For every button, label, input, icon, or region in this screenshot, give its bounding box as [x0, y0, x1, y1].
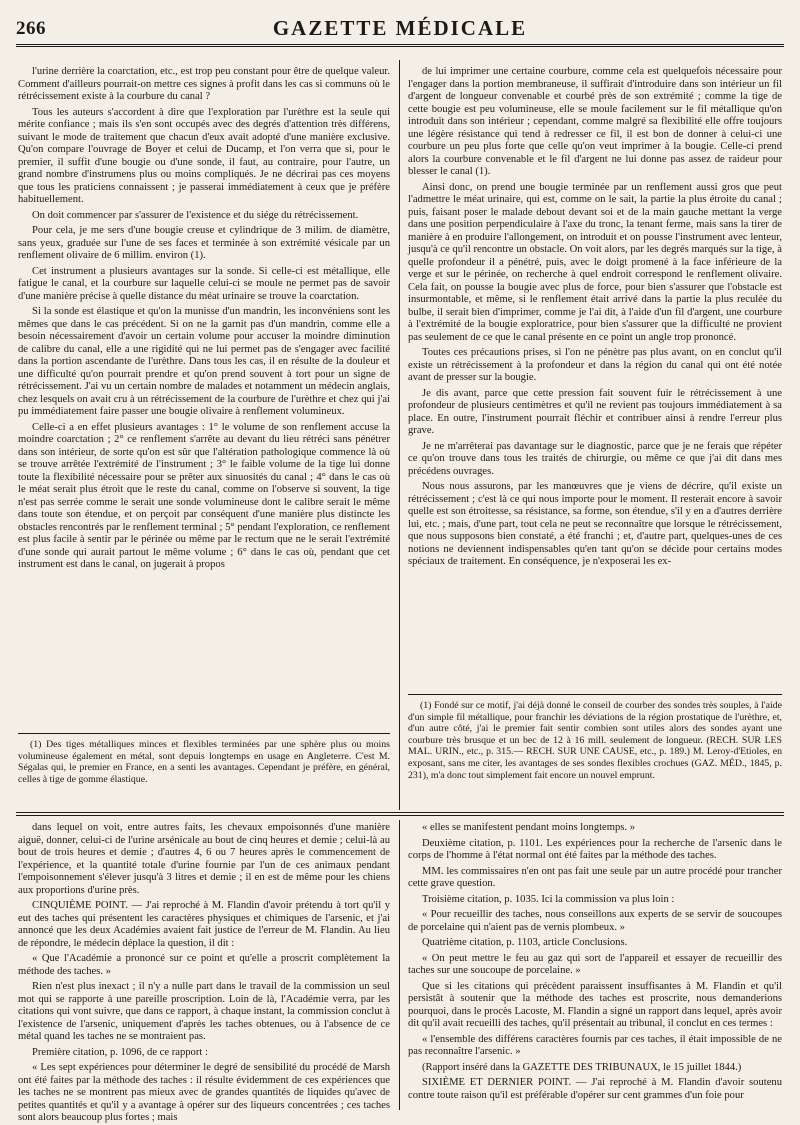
footnote-separator [18, 733, 390, 734]
paragraph: « Que l'Académie a prononcé sur ce point et qu'elle a proscrit complètement la méthode des taches. » [18, 953, 390, 977]
footnote-text: (1) Fondé sur ce motif, j'ai déjà donné le conseil de courber des sondes très souples, à l'aide d'un simple fil métallique, pour franchir les déviations de la région prostatique de l'urèthre, et, d'un autre côté, j'ai le premier fait sentir combien sont utiles alors des sondes ayant une courbure très brusque et un bec de 12 à 16 mill. seulement de longueur. (RECH. SUR LES MAL. URIN., etc., p. 315.— RECH. SUR UNE CAUSE, etc., p. 189.) M. Leroy-d'Etioles, en exposant, sans me citer, les avantages de ses sondes flexibles crochues (GAZ. MÉD., 1845, p. 231), m'a donc tout simplement fait encore un nouvel emprunt. [408, 700, 782, 781]
paragraph: Celle-ci a en effet plusieurs avantages : 1° le volume de son renflement accuse la moindre coarctation ; 2° ce renflement s'arrête au devant du lieu rétréci sans pénétrer dans son intérieur, de sorte qu'on est sûr que l'altération pathologique commence là où se trouve arrêtée l'extrémité de l'instrument ; 3° le faible volume de la tige lui donne toute la flexibilité nécessaire pour se prêter aux sinuosités du canal ; 4° dans le cas où le méat serait plus étroit que le reste du canal, comme on l'observe si souvent, la tige n'est pas serrée comme le serait une sonde volumineuse dont le calibre serait le même dans toute son étendue, et on perçoit par conséquent d'une manière plus distincte les obstacles rencontrés par le renflement terminal ; 5° pendant l'exploration, ce renflement est plus facile à sentir par le périnée ou même par le rectum que ne le serait l'extrémité d'une sonde qui aurait partout le même volume ; 6° dans le cas où, pendant que cet instrument est dans le canal, on jugerait à propos [18, 421, 390, 570]
paragraph: Si la sonde est élastique et qu'on la munisse d'un mandrin, les inconvéniens sont les mêmes que dans le cas précédent. Si on ne la garnit pas d'un mandrin, comme elle a besoin nécessairement d'avoir un certain volume pour accuser la moindre diminution de calibre du canal, elle a une rigidité qui ne lui permet pas de s'engager avec facilité dans la portion ascendante de l'urèthre. Dans tous les cas, il en résulte de la douleur et une difficulté qu'on pourrait prendre et qu'on prend souvent à tort pour un signe de rétrécissement. J'ai vu un certain nombre de malades et notamment un médecin anglais, chez lesquels on avait cru à un rétrécissement de la courbure de l'urèthre et chez qui j'ai pu immédiatement faire passer une bougie olivaire à renflement volumineux. [18, 306, 390, 417]
paragraph: (Rapport inséré dans la GAZETTE DES TRIBUNAUX, le 15 juillet 1844.) [422, 1061, 742, 1073]
column-divider [399, 60, 400, 810]
paragraph: Cet instrument a plusieurs avantages sur la sonde. Si celle-ci est métallique, elle fatigue le canal, et la courbure sur laquelle celui-ci se moule ne permet pas de savoir d'une manière précise à quelle distance du méat urinaire se trouve la coarctation. [18, 265, 390, 302]
paragraph: « Pour recueillir des taches, nous conseillons aux experts de se servir de soucoupes de porcelaine qui n'aient pas de vernis plombeux. » [408, 909, 782, 933]
upper-right-column [408, 66, 782, 690]
upper-left-column [18, 66, 390, 728]
footnote-separator [408, 694, 782, 695]
paragraph: Nous nous assurons, par les manœuvres que je viens de décrire, qu'il existe un rétrécissement ; c'est là ce qui nous importe pour le moment. Il resterait encore à savoir quelle est son étroitesse, sa résistance, sa forme, son étendue, s'il y en a d'autres derrière lui, etc. ; mais, d'une part, tout cela ne peut se reconnaître que lorsque le rétrécissement, que nous supposons bien constaté, a été franchi ; et, d'autre part, quelques-unes de ces notions ne deviennent indispensables qu'en tant qu'on se décide pour certains modes spéciaux de traitement. En conséquence, je n'exposerai les ex- [408, 481, 782, 567]
paragraph: « On peut mettre le feu au gaz qui sort de l'appareil et essayer de recueillir des taches sur une soucoupe de porcelaine. » [408, 952, 782, 976]
paragraph: Toutes ces précautions prises, si l'on ne pénètre pas plus avant, on en conclut qu'il existe un rétrécissement à la profondeur et dans la région du canal qui ont été notée avant de presser sur la bougie. [408, 347, 782, 383]
page-header [16, 14, 784, 47]
paragraph: SIXIÈME ET DERNIER POINT. — J'ai reproché à M. Flandin d'avoir soutenu contre toute raison qu'il est préférable d'opérer sur cent grammes d'un foie pour [408, 1077, 782, 1101]
paragraph: « Les sept expériences pour déterminer le degré de sensibilité du procédé de Marsh ont été faites par la méthode des taches : il résulte évidemment de ces expériences que les taches ne se montrent pas mieux avec de grandes quantités de liquides qu'avec de petites quantités et qu'il y a avantage à opérer sur des liqueurs concentrées ; ces taches sont alors beaucoup plus fortes ; mais [18, 1062, 390, 1123]
page-number: 266 [16, 18, 46, 39]
paragraph: Rien n'est plus inexact ; il n'y a nulle part dans le travail de la commission un seul mot qui se rapporte à une pareille proscription. Loin de là, l'Académie verra, par les citations qui vont suivre, que dans ce rapport, à chaque instant, la commission conclut à l'existence de l'arsenic, uniquement d'après les taches obtenues, ou à l'absence de ce métal quand les taches ne se montraient pas. [18, 981, 390, 1042]
journal-title: GAZETTE MÉDICALE [272, 16, 528, 40]
upper-right-footnote [408, 700, 782, 806]
paragraph: Je dis avant, parce que cette pression fait souvent fuir le rétrécissement à une profondeur de plusieurs centimètres et qu'il ne revient pas toujours immédiatement à sa place. En outre, l'instrument pourrait fléchir et contribuer ainsi à rendre l'erreur plus grave. [408, 387, 782, 436]
paragraph: Tous les auteurs s'accordent à dire que l'exploration par l'urèthre est la seule qui mérite confiance ; mais ils s'en sont occupés avec des degrés d'attention très différens, suivant le mode de traitement que chacun d'eux avait adopté d'une manière exclusive. Qu'on compare l'ouvrage de Boyer et celui de Ducamp, et l'on verra que si, pour le premier, il suffit d'une bougie ou d'une sonde, il faut, au contraire, pour l'autre, un grand nombre d'instrumens plus ou moins compliqués. Je ne décrirai pas ces moyens que tous les praticiens connaissent ; je passerai immédiatement à ceux que je préfère habituellement. [18, 106, 390, 205]
paragraph: Ainsi donc, on prend une bougie terminée par un renflement aussi gros que peut l'admettre le méat urinaire, qui est, comme on le sait, la partie la plus étroite du canal ; puis, faisant poser le malade debout devant soi et de la main gauche mettant la verge dans une position perpendiculaire à l'axe du tronc, la tenant ferme, mais sans la tirer de manière à en produire l'allongement, on introduit et on pousse l'instrument avec lenteur, jusqu'à ce qu'il rencontre un obstacle. On voit alors, par les degrés marqués sur la tige, à quelle profondeur il a pénétré, puis, avec le doigt promené à la face inférieure de la verge et sur le périnée, on recherche à quel endroit correspond le renflement olivaire. Cela fait, on pousse la bougie avec plus de force, pour bien s'assurer que l'obstacle est insurmontable, et même, si le renflement était arrivé dans la partie la plus reculée du bulbe, il serait bien d'imprimer, comme je l'ai dit, à l'aide d'un fil d'argent, une courbure à l'extrémité de la bougie exploratrice, pour bien s'assurer que la difficulté ne provient pas seulement de ce que le canal présente en ce point un angle trop prononcé. [408, 181, 782, 343]
paragraph: Première citation, p. 1096, de ce rapport : [32, 1046, 208, 1058]
lower-right-column [408, 822, 782, 1112]
paragraph: Pour cela, je me sers d'une bougie creuse et cylindrique de 3 milim. de diamètre, sans yeux, graduée sur l'une de ses faces et terminée à son extrémité vésicale par un renflement olivaire de 6 millim. environ (1). [18, 225, 390, 261]
paragraph: « elles se manifestent pendant moins longtemps. » [422, 822, 636, 833]
section-divider [16, 812, 784, 813]
footnote-text: (1) Des tiges métalliques minces et flexibles terminées par une sphère plus ou moins volumineuse également en métal, sont depuis longtemps en usage en Angleterre. C'est M. Ségalas qui, le premier en France, en a senti les avantages. Cependant je préfère, en général, celles à tige de gomme élastique. [18, 739, 390, 785]
column-divider-lower [399, 820, 400, 1110]
paragraph: MM. les commissaires n'en ont pas fait une seule par un autre procédé pour trancher cette grave question. [408, 865, 782, 889]
lower-left-column [18, 822, 390, 1123]
paragraph: Quatrième citation, p. 1103, article Conclusions. [422, 937, 628, 948]
upper-left-footnote [18, 739, 390, 805]
paragraph: dans lequel on voit, entre autres faits, les chevaux empoisonnés d'une manière aiguë, donner, celui-ci de l'urine arsénicale au bout de cinq heures et demie ; celui-là au bout de trois heures et demie ; d'autres 4, 6 ou 7 heures après le commencement de l'expérience, et la quantité totale d'urine fournie par l'un de ces animaux pendant l'empoisonnement s'élever jusqu'à 3 litres et demie ; il en est de même pour les chiens aux proportions d'urine près. [18, 822, 390, 896]
paragraph: On doit commencer par s'assurer de l'existence et du siége du rétrécissement. [32, 209, 359, 221]
paragraph: Je ne m'arrêterai pas davantage sur le diagnostic, parce que je ne ferais que répéter ce qu'on trouve dans tous les traités de chirurgie, ou même ce que j'ai dit dans mes précédens ouvrages. [408, 440, 782, 477]
paragraph: de lui imprimer une certaine courbure, comme cela est quelquefois nécessaire pour l'engager dans la portion membraneuse, il suffirait d'introduire dans son intérieur un fil d'argent de longueur convenable et courbé près de son extrémité ; comme la tige de cette bougie est peu volumineuse, elle se moule facilement sur le fil métallique qu'on introduit dans son intérieur ; cependant, comme malgré sa flexibilité elle offre toujours une légère résistance qui tend à redresser ce fil, il est bon de donner à celui-ci une courbure un peu plus forte que celle qu'on veut imprimer à la bougie. Celle-ci prend alors la courbure convenable et le fil d'argent ne lui donne pas assez de raideur pour blesser le canal (1). [408, 66, 782, 177]
paragraph: Deuxième citation, p. 1101. Les expériences pour la recherche de l'arsenic dans le corps de l'homme à l'état normal ont été faites par la méthode des taches. [408, 837, 782, 861]
paragraph: Troisième citation, p. 1035. Ici la commission va plus loin : [422, 893, 675, 905]
paragraph: Que si les citations qui précèdent paraissent insuffisantes à M. Flandin et qu'il persistât à soutenir que la méthode des taches est proscrite, nous demanderions pourquoi, dans le procès Lacoste, M. Flandin a signé un rapport dans lequel, après avoir dit qu'il avait recueilli des taches, qu'il présentait au tribunal, il conclut en ces termes : [408, 980, 782, 1029]
section-divider-double [16, 815, 784, 816]
paragraph: CINQUIÈME POINT. — J'ai reproché à M. Flandin d'avoir prétendu à tort qu'il y eut des taches qui présentent les caractères physiques et chimiques de l'arsenic, et j'ai annoncé que les deux Académies avaient fait justice de l'erreur de M. Flandin. Au lieu de répondre, le médecin déplace la question, il dit : [18, 900, 390, 949]
paragraph: « l'ensemble des différens caractères fournis par ces taches, il était impossible de ne pas reconnaître l'arsenic. » [408, 1033, 782, 1057]
paragraph: l'urine derrière la coarctation, etc., est trop peu constant pour être de quelque valeur. Comment d'ailleurs pourrait-on mettre ces signes à profit dans les cas si communs où le rétrécissement existe à la courbure du canal ? [18, 66, 390, 102]
